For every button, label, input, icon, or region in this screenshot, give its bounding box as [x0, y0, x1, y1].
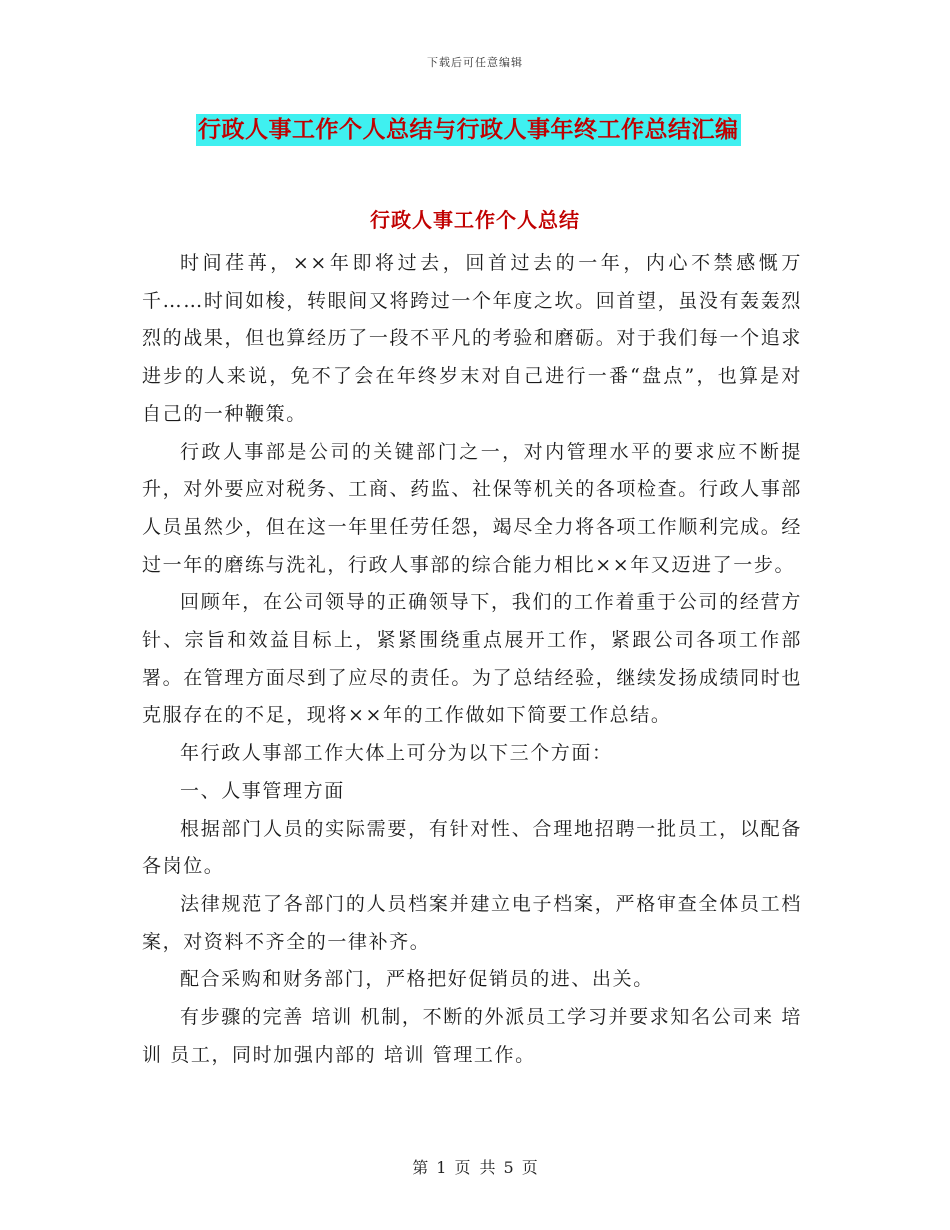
document-title: 行政人事工作个人总结与行政人事年终工作总结汇编 — [196, 114, 741, 146]
paragraph: 根据部门人员的实际需要，有针对性、合理地招聘一批员工，以配备各岗位。 — [142, 817, 802, 878]
page-number: 1 — [436, 1158, 447, 1177]
paragraph: 有步骤的完善 培训 机制，不断的外派员工学习并要求知名公司来 培训 员工，同时加强内部的 培训 管理工作。 — [142, 1006, 802, 1066]
page-prefix: 第 — [412, 1158, 429, 1177]
paragraph: 回顾年，在公司领导的正确领导下，我们的工作着重于公司的经营方针、宗旨和效益目标上，紧紧围绕重点展开工作，紧跟公司各项工作部署。在管理方面尽到了应尽的责任。为了总结经验，继续发扬成绩同时也克服存在的不足，现将××年的工作做如下简要工作总结。 — [142, 591, 802, 727]
paragraph: 配合采购和财务部门，严格把好促销员的进、出关。 — [180, 968, 654, 991]
paragraph: 年行政人事部工作大体上可分为以下三个方面： — [180, 742, 613, 765]
header-note: 下载后可任意编辑 — [427, 56, 523, 69]
section-heading: 一、人事管理方面 — [180, 779, 345, 802]
total-pages: 5 — [503, 1158, 514, 1177]
page-footer — [0, 1155, 950, 1178]
section-title: 行政人事工作个人总结 — [370, 208, 580, 232]
paragraph: 法律规范了各部门的人员档案并建立电子档案，严格审查全体员工档案，对资料不齐全的一律补齐。 — [142, 892, 802, 953]
document-body — [142, 245, 802, 1074]
page-mid: 页 共 — [454, 1158, 496, 1177]
paragraph: 行政人事部是公司的关键部门之一，对内管理水平的要求应不断提升，对外要应对税务、工商、药监、社保等机关的各项检查。行政人事部人员虽然少，但在这一年里任劳任怨，竭尽全力将各项工作顺利完成。经过一年的磨练与洗礼，行政人事部的综合能力相比××年又迈进了一步。 — [142, 440, 802, 576]
paragraph: 时间荏苒，××年即将过去，回首过去的一年，内心不禁感慨万千……时间如梭，转眼间又将跨过一个年度之坎。回首望，虽没有轰轰烈烈的战果，但也算经历了一段不平凡的考验和磨砺。对于我们每一个追求进步的人来说，免不了会在年终岁末对自己进行一番“盘点”，也算是对自己的一种鞭策。 — [142, 252, 802, 425]
page-suffix: 页 — [521, 1158, 538, 1177]
